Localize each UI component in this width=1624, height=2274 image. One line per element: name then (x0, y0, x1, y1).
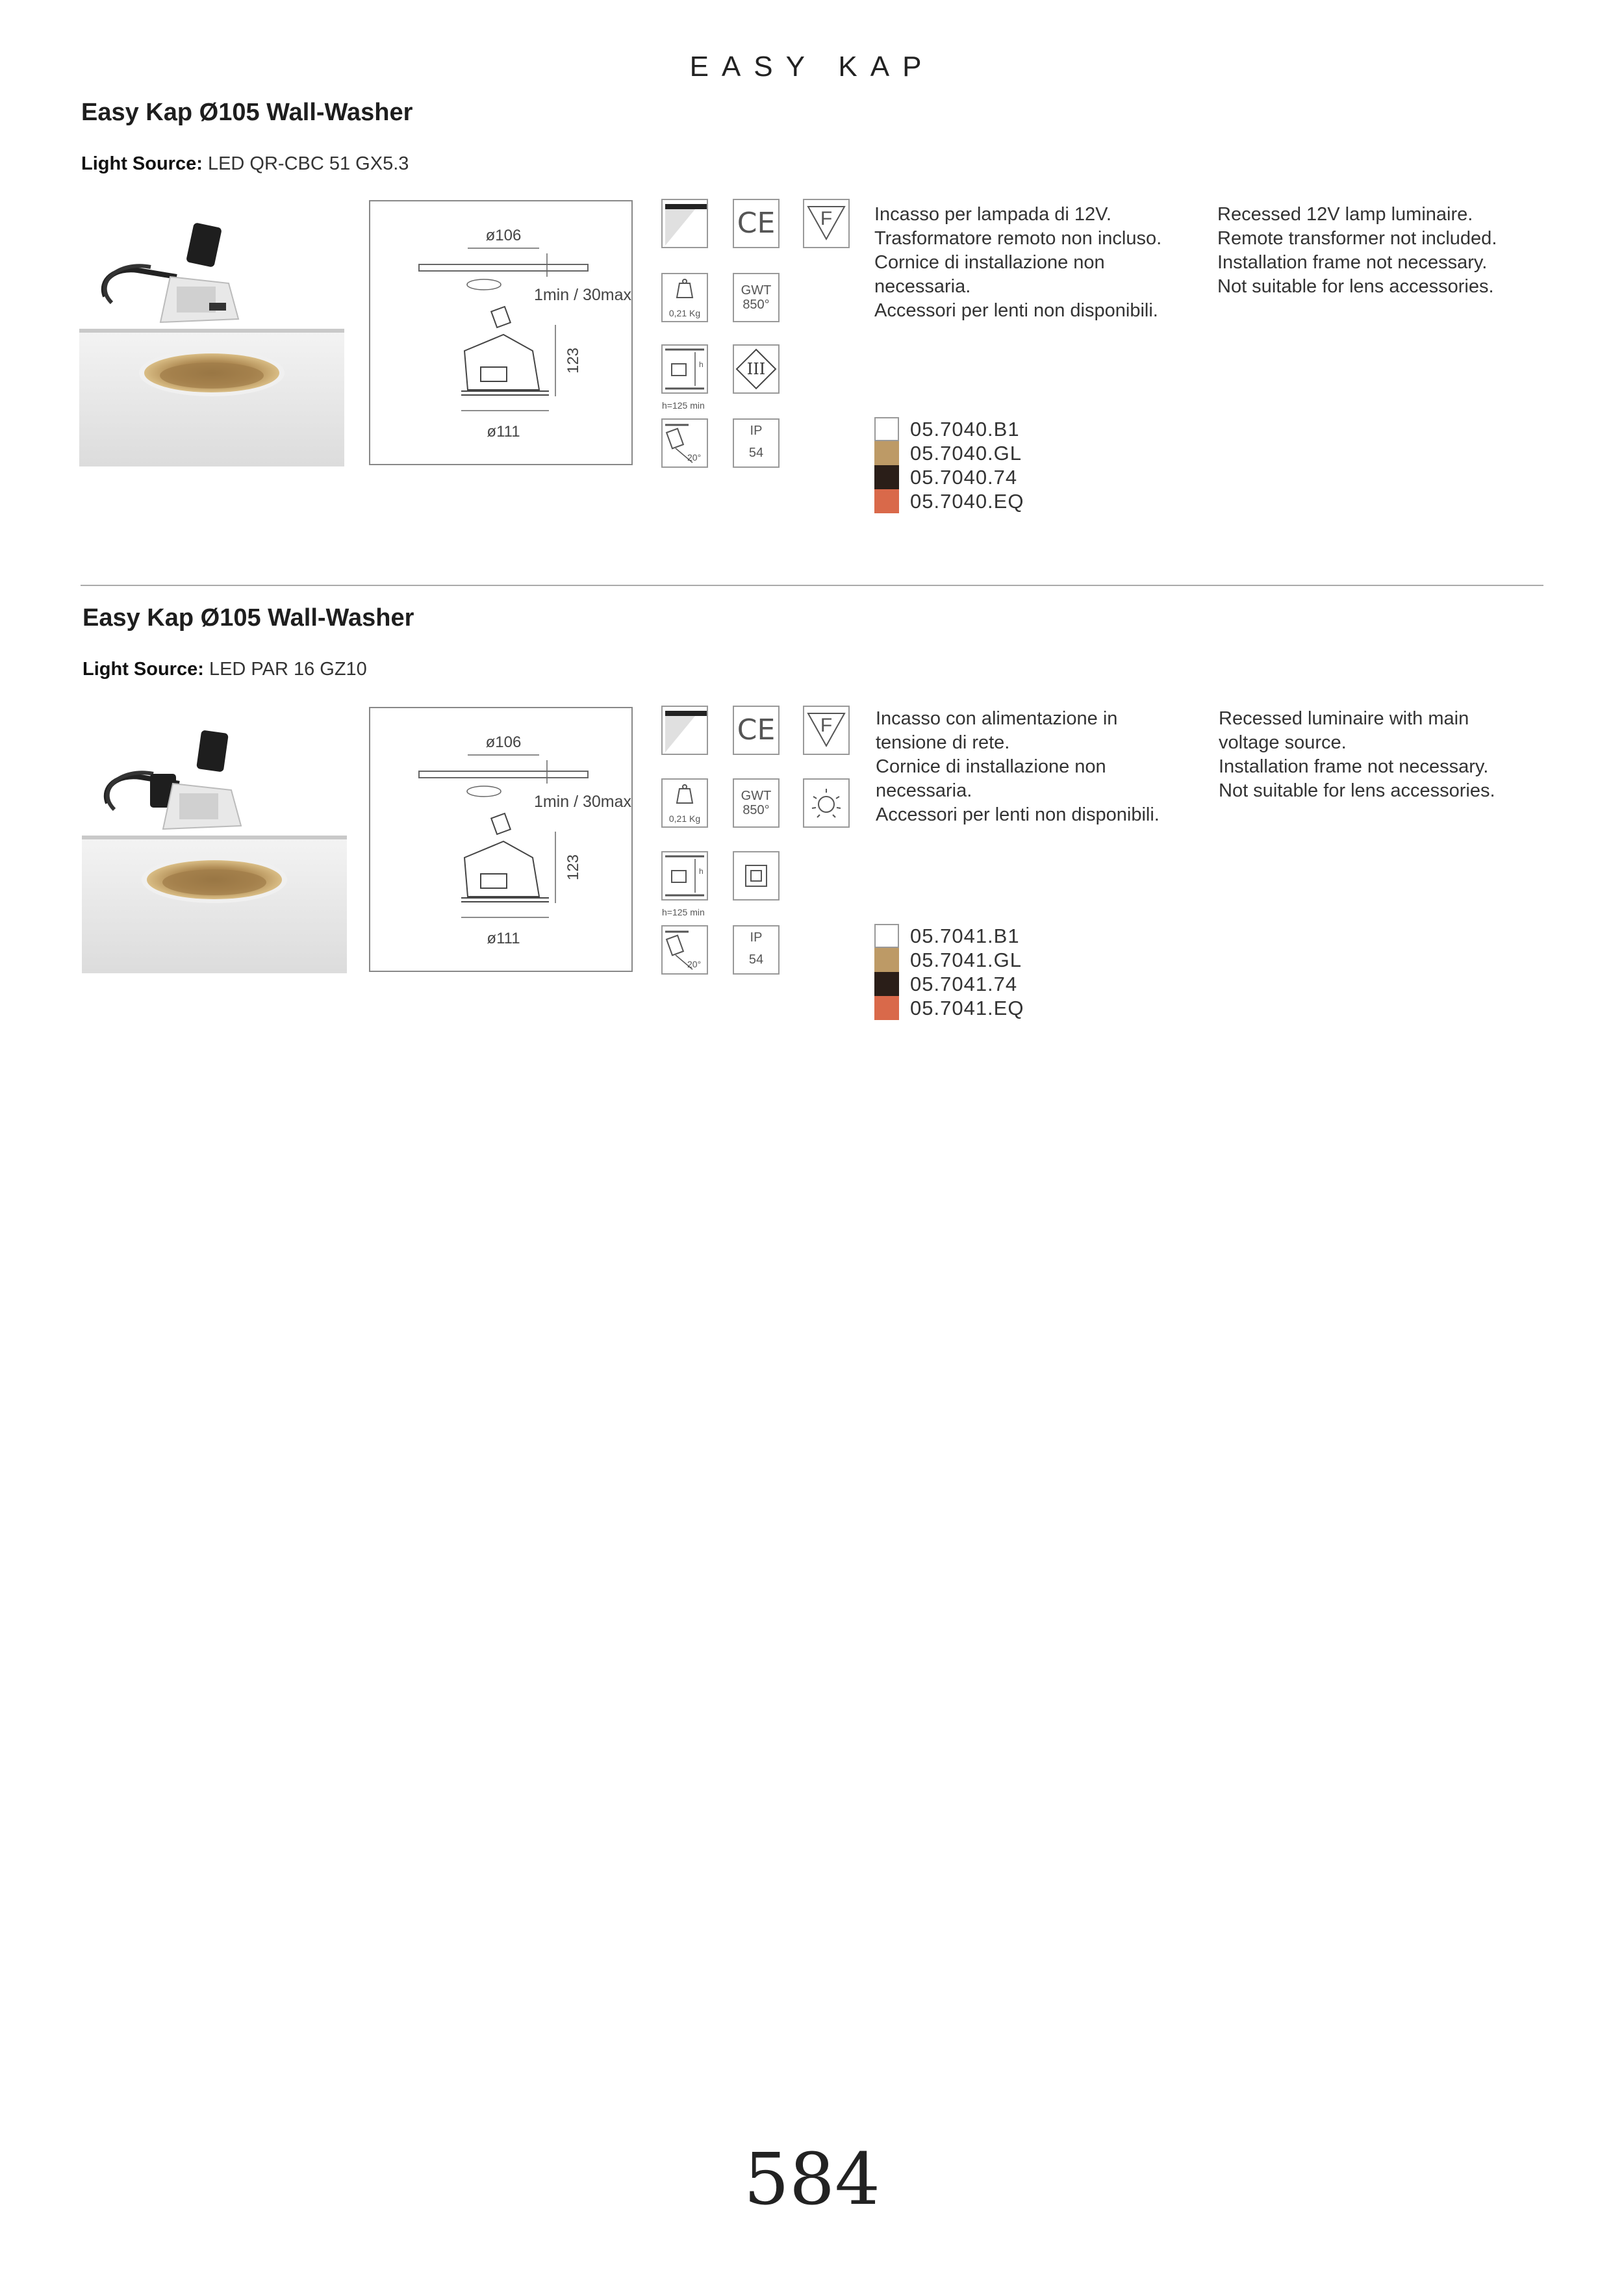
light-source (81, 153, 409, 175)
finish-swatch-black (874, 465, 899, 489)
page-number: 584 (744, 2138, 880, 2221)
ce-mark-icon: CE (733, 199, 780, 248)
section-divider (81, 585, 1543, 586)
f-mark-icon: F (803, 706, 850, 755)
class-ii-icon (733, 851, 780, 901)
weight-icon: 0,21 Kg (661, 778, 708, 828)
finish-code: 05.7041.GL (910, 949, 1022, 971)
ip-rating-icon: IP 54 (733, 925, 780, 975)
finish-code: 05.7041.74 (910, 973, 1018, 995)
ip-rating-icon: IP 54 (733, 418, 780, 468)
finish-swatch-gold (874, 441, 899, 465)
finish-swatch-white (874, 417, 899, 441)
finish-code: 05.7041.B1 (910, 925, 1020, 947)
wall-washer-icon (661, 706, 708, 755)
f-mark-icon: F (803, 199, 850, 248)
gwt-rating-icon: GWT 850° (733, 778, 780, 828)
ceiling-height-icon: h (661, 851, 708, 901)
finish-swatch-gold (874, 948, 899, 972)
dimmable-icon (803, 778, 850, 828)
light-source (82, 659, 367, 680)
tilt-angle-icon: 20° (661, 925, 708, 975)
finish-swatch-white (874, 924, 899, 948)
luminaire-photo-image (82, 712, 347, 973)
description-italian: Incasso con alimentazione in tensione di rete. Cornice di installazione non necessaria. Accessori per lenti non disponibili. (876, 708, 1160, 825)
tilt-angle-icon: 20° (661, 418, 708, 468)
technical-drawing (369, 200, 633, 465)
finish-code: 05.7040.EQ (910, 490, 1024, 513)
description-english: Recessed 12V lamp luminaire. Remote transformer not included. Installation frame not necessary. Not suitable for lens accessories. (1217, 204, 1497, 297)
light-source-value: LED QR-CBC 51 GX5.3 (207, 153, 409, 174)
product-photo (82, 712, 347, 973)
light-source-label: Light Source: (81, 153, 203, 174)
finish-swatch-copper (874, 996, 899, 1020)
diameter-top-label: ø106 (485, 227, 522, 244)
finish-code: 05.7040.B1 (910, 418, 1020, 441)
class-iii-icon: III (733, 344, 780, 394)
finish-swatch-copper (874, 489, 899, 513)
finish-code: 05.7040.GL (910, 442, 1022, 465)
light-source-label: Light Source: (82, 659, 204, 680)
diameter-top-label: ø106 (485, 734, 522, 751)
ceiling-height-icon: h (661, 344, 708, 394)
weight-icon: 0,21 Kg (661, 273, 708, 322)
product-title: Easy Kap Ø105 Wall-Washer (81, 99, 413, 126)
description-italian: Incasso per lampada di 12V. Trasformatore remoto non incluso. Cornice di installazione non necessaria. Accessori per lenti non disponibili. (874, 204, 1162, 321)
diameter-bottom-label: ø111 (487, 930, 520, 947)
technical-drawing (369, 707, 633, 972)
height-label: 123 (565, 347, 582, 374)
dimension-drawing-svg (370, 708, 631, 971)
finish-swatch-black (874, 972, 899, 996)
light-source-value: LED PAR 16 GZ10 (209, 659, 367, 680)
description-english: Recessed luminaire with main voltage source. Installation frame not necessary. Not suitable for lens accessories. (1219, 708, 1495, 801)
adjust-range-label: 1min / 30max (533, 793, 631, 811)
wall-washer-icon (661, 199, 708, 248)
adjust-range-label: 1min / 30max (533, 286, 631, 304)
ce-mark-icon: CE (733, 706, 780, 755)
catalog-brand-header: EASY KAP (689, 51, 935, 83)
finish-code: 05.7041.EQ (910, 997, 1024, 1019)
finish-code: 05.7040.74 (910, 466, 1018, 489)
diameter-bottom-label: ø111 (487, 423, 520, 441)
min-height-label: h=125 min (662, 400, 705, 411)
product-title: Easy Kap Ø105 Wall-Washer (82, 604, 414, 632)
gwt-rating-icon: GWT 850° (733, 273, 780, 322)
dimension-drawing-svg (370, 201, 631, 464)
min-height-label: h=125 min (662, 907, 705, 917)
luminaire-photo-image (79, 205, 344, 466)
product-photo (79, 205, 344, 466)
height-label: 123 (565, 854, 582, 881)
